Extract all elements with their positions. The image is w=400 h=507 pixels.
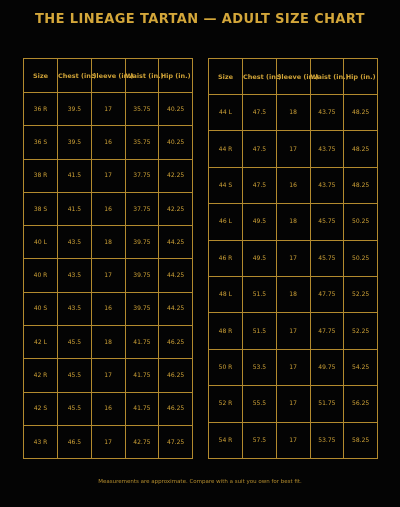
cell-size: 38 S: [24, 192, 58, 225]
cell-size: 42 S: [24, 392, 58, 425]
footnote: Measurements are approximate. Compare with a suit you own for best fit.: [98, 479, 302, 485]
cell-waist: 43.75: [310, 95, 344, 131]
table-row: [209, 313, 378, 349]
cell-sleeve: 16: [91, 126, 125, 159]
cell-hip: 56.25: [344, 386, 378, 422]
size-table-left-body: [24, 93, 193, 459]
cell-chest: 47.5: [243, 95, 277, 131]
cell-chest: 45.5: [58, 326, 92, 359]
cell-waist: 35.75: [125, 126, 159, 159]
cell-waist: 45.75: [310, 240, 344, 276]
cell-size: 38 R: [24, 159, 58, 192]
cell-sleeve: 18: [276, 95, 310, 131]
cell-chest: 57.5: [243, 422, 277, 458]
table-row: [209, 204, 378, 240]
cell-sleeve: 18: [276, 276, 310, 312]
table-row: [209, 167, 378, 203]
cell-waist: 42.75: [125, 425, 159, 458]
cell-sleeve: 17: [276, 349, 310, 385]
cell-chest: 51.5: [243, 313, 277, 349]
cell-chest: 49.5: [243, 204, 277, 240]
table-row: [24, 159, 193, 192]
cell-sleeve: 17: [91, 425, 125, 458]
cell-hip: 58.25: [344, 422, 378, 458]
table-row: [209, 349, 378, 385]
table-row: [24, 326, 193, 359]
header-waist: Waist (in.): [310, 59, 344, 95]
table-row: [209, 95, 378, 131]
cell-chest: 53.5: [243, 349, 277, 385]
cell-chest: 43.5: [58, 226, 92, 259]
cell-chest: 43.5: [58, 259, 92, 292]
cell-chest: 41.5: [58, 159, 92, 192]
cell-waist: 51.75: [310, 386, 344, 422]
cell-size: 44 S: [209, 167, 243, 203]
table-header-row: [24, 59, 193, 93]
table-row: [24, 126, 193, 159]
cell-sleeve: 17: [91, 259, 125, 292]
cell-sleeve: 17: [276, 131, 310, 167]
cell-chest: 39.5: [58, 93, 92, 126]
cell-chest: 47.5: [243, 167, 277, 203]
cell-size: 40 L: [24, 226, 58, 259]
table-row: [209, 240, 378, 276]
cell-waist: 41.75: [125, 326, 159, 359]
cell-size: 48 R: [209, 313, 243, 349]
table-row: [24, 292, 193, 325]
cell-sleeve: 17: [276, 422, 310, 458]
cell-hip: 48.25: [344, 95, 378, 131]
cell-hip: 54.25: [344, 349, 378, 385]
cell-waist: 53.75: [310, 422, 344, 458]
cell-hip: 40.25: [159, 93, 193, 126]
cell-size: 40 R: [24, 259, 58, 292]
cell-chest: 39.5: [58, 126, 92, 159]
table-row: [24, 192, 193, 225]
cell-waist: 45.75: [310, 204, 344, 240]
cell-waist: 35.75: [125, 93, 159, 126]
cell-sleeve: 17: [276, 313, 310, 349]
header-chest: Chest (in.): [58, 59, 92, 93]
cell-waist: 37.75: [125, 192, 159, 225]
size-table-right: [208, 58, 378, 459]
cell-waist: 41.75: [125, 359, 159, 392]
cell-hip: 44.25: [159, 226, 193, 259]
cell-size: 44 L: [209, 95, 243, 131]
table-row: [24, 392, 193, 425]
cell-size: 52 R: [209, 386, 243, 422]
header-sleeve: Sleeve (in.): [276, 59, 310, 95]
cell-chest: 51.5: [243, 276, 277, 312]
cell-size: 42 L: [24, 326, 58, 359]
cell-waist: 41.75: [125, 392, 159, 425]
cell-hip: 50.25: [344, 204, 378, 240]
cell-sleeve: 16: [91, 292, 125, 325]
cell-chest: 47.5: [243, 131, 277, 167]
cell-hip: 46.25: [159, 359, 193, 392]
size-table-left: [23, 58, 193, 459]
cell-chest: 43.5: [58, 292, 92, 325]
cell-waist: 43.75: [310, 131, 344, 167]
cell-sleeve: 17: [91, 93, 125, 126]
cell-size: 43 R: [24, 425, 58, 458]
size-table-right-body: [209, 95, 378, 459]
header-size: Size: [24, 59, 58, 93]
table-row: [209, 386, 378, 422]
cell-waist: 39.75: [125, 259, 159, 292]
table-row: [209, 276, 378, 312]
cell-hip: 46.25: [159, 392, 193, 425]
header-hip: Hip (in.): [344, 59, 378, 95]
cell-sleeve: 16: [276, 167, 310, 203]
cell-chest: 45.5: [58, 392, 92, 425]
cell-chest: 45.5: [58, 359, 92, 392]
table-row: [24, 425, 193, 458]
cell-hip: 44.25: [159, 259, 193, 292]
cell-waist: 37.75: [125, 159, 159, 192]
cell-size: 40 S: [24, 292, 58, 325]
cell-hip: 52.25: [344, 276, 378, 312]
cell-sleeve: 17: [91, 159, 125, 192]
header-size: Size: [209, 59, 243, 95]
cell-chest: 55.5: [243, 386, 277, 422]
cell-size: 36 R: [24, 93, 58, 126]
cell-waist: 47.75: [310, 313, 344, 349]
cell-sleeve: 17: [276, 240, 310, 276]
table-header-row: [209, 59, 378, 95]
cell-chest: 41.5: [58, 192, 92, 225]
cell-chest: 46.5: [58, 425, 92, 458]
cell-waist: 39.75: [125, 292, 159, 325]
cell-size: 54 R: [209, 422, 243, 458]
table-row: [209, 422, 378, 458]
cell-hip: 52.25: [344, 313, 378, 349]
cell-hip: 42.25: [159, 192, 193, 225]
cell-hip: 50.25: [344, 240, 378, 276]
cell-hip: 47.25: [159, 425, 193, 458]
header-sleeve: Sleeve (in.): [91, 59, 125, 93]
cell-chest: 49.5: [243, 240, 277, 276]
cell-sleeve: 16: [91, 392, 125, 425]
cell-size: 46 L: [209, 204, 243, 240]
cell-waist: 47.75: [310, 276, 344, 312]
header-waist: Waist (in.): [125, 59, 159, 93]
cell-waist: 43.75: [310, 167, 344, 203]
header-chest: Chest (in.): [243, 59, 277, 95]
cell-sleeve: 18: [91, 326, 125, 359]
cell-size: 50 R: [209, 349, 243, 385]
cell-size: 36 S: [24, 126, 58, 159]
cell-sleeve: 17: [276, 386, 310, 422]
cell-hip: 42.25: [159, 159, 193, 192]
table-row: [24, 226, 193, 259]
table-row: [24, 359, 193, 392]
cell-size: 48 L: [209, 276, 243, 312]
cell-sleeve: 17: [91, 359, 125, 392]
cell-hip: 46.25: [159, 326, 193, 359]
cell-waist: 49.75: [310, 349, 344, 385]
table-row: [209, 131, 378, 167]
page-title: THE LINEAGE TARTAN — ADULT SIZE CHART: [35, 12, 365, 27]
cell-hip: 48.25: [344, 131, 378, 167]
cell-hip: 48.25: [344, 167, 378, 203]
cell-size: 46 R: [209, 240, 243, 276]
cell-sleeve: 16: [91, 192, 125, 225]
table-row: [24, 259, 193, 292]
cell-waist: 39.75: [125, 226, 159, 259]
cell-sleeve: 18: [91, 226, 125, 259]
cell-sleeve: 18: [276, 204, 310, 240]
table-row: [24, 93, 193, 126]
cell-hip: 40.25: [159, 126, 193, 159]
cell-size: 42 R: [24, 359, 58, 392]
cell-hip: 44.25: [159, 292, 193, 325]
cell-size: 44 R: [209, 131, 243, 167]
header-hip: Hip (in.): [159, 59, 193, 93]
